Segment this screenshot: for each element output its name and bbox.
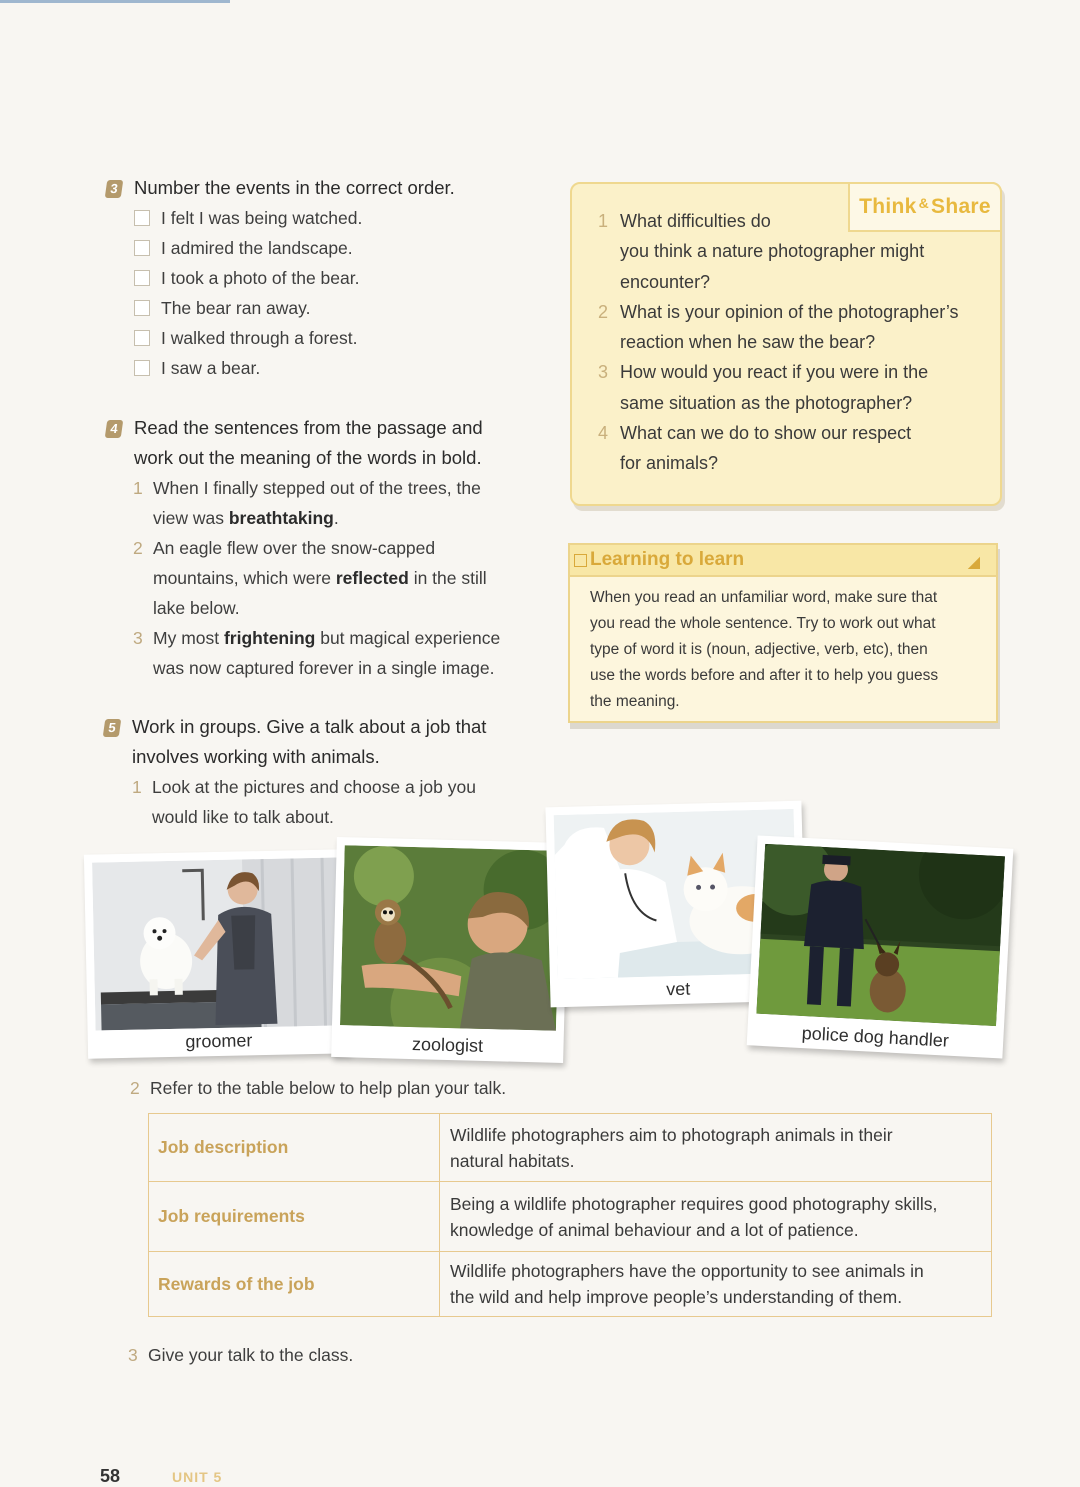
table-row: Rewards of the job Wildlife photographers have the opportunity to see animals in the wild and help improve people’s understanding of them.	[149, 1252, 992, 1317]
list-item: I saw a bear.	[134, 353, 362, 383]
discussion-questions	[598, 206, 988, 479]
checkbox[interactable]	[134, 360, 150, 376]
exercise-number-badge: 3	[105, 180, 124, 198]
list-item: 3 My most frightening but magical experience was now captured forever in a single image.	[133, 628, 501, 678]
checkbox[interactable]	[134, 270, 150, 286]
table-row: Job requirements Being a wildlife photographer requires good photography skills, knowledge of animal behaviour and a lot of patience.	[149, 1182, 992, 1252]
learning-to-learn-header: Learning to learn ◢	[570, 545, 996, 577]
list-item: I felt I was being watched.	[134, 203, 362, 233]
checkbox[interactable]	[134, 330, 150, 346]
square-icon	[574, 554, 587, 567]
triangle-icon: ◢	[967, 554, 980, 571]
exercise-4-instruction: Read the sentences from the passage and work out the meaning of the words in bold.	[134, 417, 483, 468]
exercise-number-badge: 4	[105, 420, 124, 438]
list-item: 3 How would you react if you were in the same situation as the photographer?	[598, 362, 929, 413]
photo-vet: vet	[545, 801, 806, 1008]
zoologist-photo-image	[340, 845, 561, 1031]
checkbox[interactable]	[134, 240, 150, 256]
exercise-5-step-2: 2 Refer to the table below to help plan your talk.	[130, 1078, 507, 1098]
list-item: I walked through a forest.	[134, 323, 362, 353]
exercise-5-instruction: Work in groups. Give a talk about a job that involves working with animals.	[132, 716, 487, 767]
photo-police-dog-handler: police dog handler	[747, 835, 1014, 1058]
groomer-photo-image	[92, 857, 341, 1030]
list-item: I took a photo of the bear.	[134, 263, 362, 293]
learning-to-learn-box	[568, 543, 998, 723]
page-number: 58	[100, 1466, 121, 1486]
photo-zoologist: zoologist	[331, 837, 569, 1063]
exercise-3-instruction: Number the events in the correct order.	[134, 177, 455, 198]
think-share-box	[570, 182, 1002, 506]
table-row: Job description Wildlife photographers aim to photograph animals in their natural habitats.	[149, 1114, 992, 1182]
event-checklist	[134, 203, 362, 383]
exercise-5-step-3: 3 Give your talk to the class.	[128, 1345, 354, 1365]
list-item: 4 What can we do to show our respect for animals?	[598, 423, 912, 474]
checkbox[interactable]	[134, 210, 150, 226]
list-item: I admired the landscape.	[134, 233, 362, 263]
checkbox[interactable]	[134, 300, 150, 316]
police-dog-handler-photo-image	[756, 844, 1005, 1026]
unit-label: UNIT 5	[172, 1469, 223, 1485]
exercise-5-step-1: 1 Look at the pictures and choose a job you would like to talk about.	[132, 777, 476, 827]
list-item: 1 What difficulties do you think a nature photographer might encounter?	[598, 211, 925, 292]
list-item: 2 An eagle flew over the snow-capped mountains, which were reflected in the still lake below.	[133, 538, 487, 618]
think-share-tag: Think & Share	[848, 182, 1002, 232]
top-rule	[0, 0, 230, 3]
list-item: The bear ran away.	[134, 293, 362, 323]
exercise-number-badge: 5	[103, 719, 122, 737]
talk-planning-table	[148, 1113, 992, 1317]
sentence-list	[133, 473, 543, 683]
list-item: 1 When I finally stepped out of the trees, the view was breathtaking.	[133, 478, 481, 528]
learning-tip-text: When you read an unfamiliar word, make sure that you read the whole sentence. Try to work out what type of word it is (noun, adjective, verb, etc), then use the words before and after it to help you guess the meaning.	[590, 589, 939, 710]
list-item: 2 What is your opinion of the photographer’s reaction when he saw the bear?	[598, 301, 959, 353]
photo-groomer: groomer	[84, 849, 350, 1058]
